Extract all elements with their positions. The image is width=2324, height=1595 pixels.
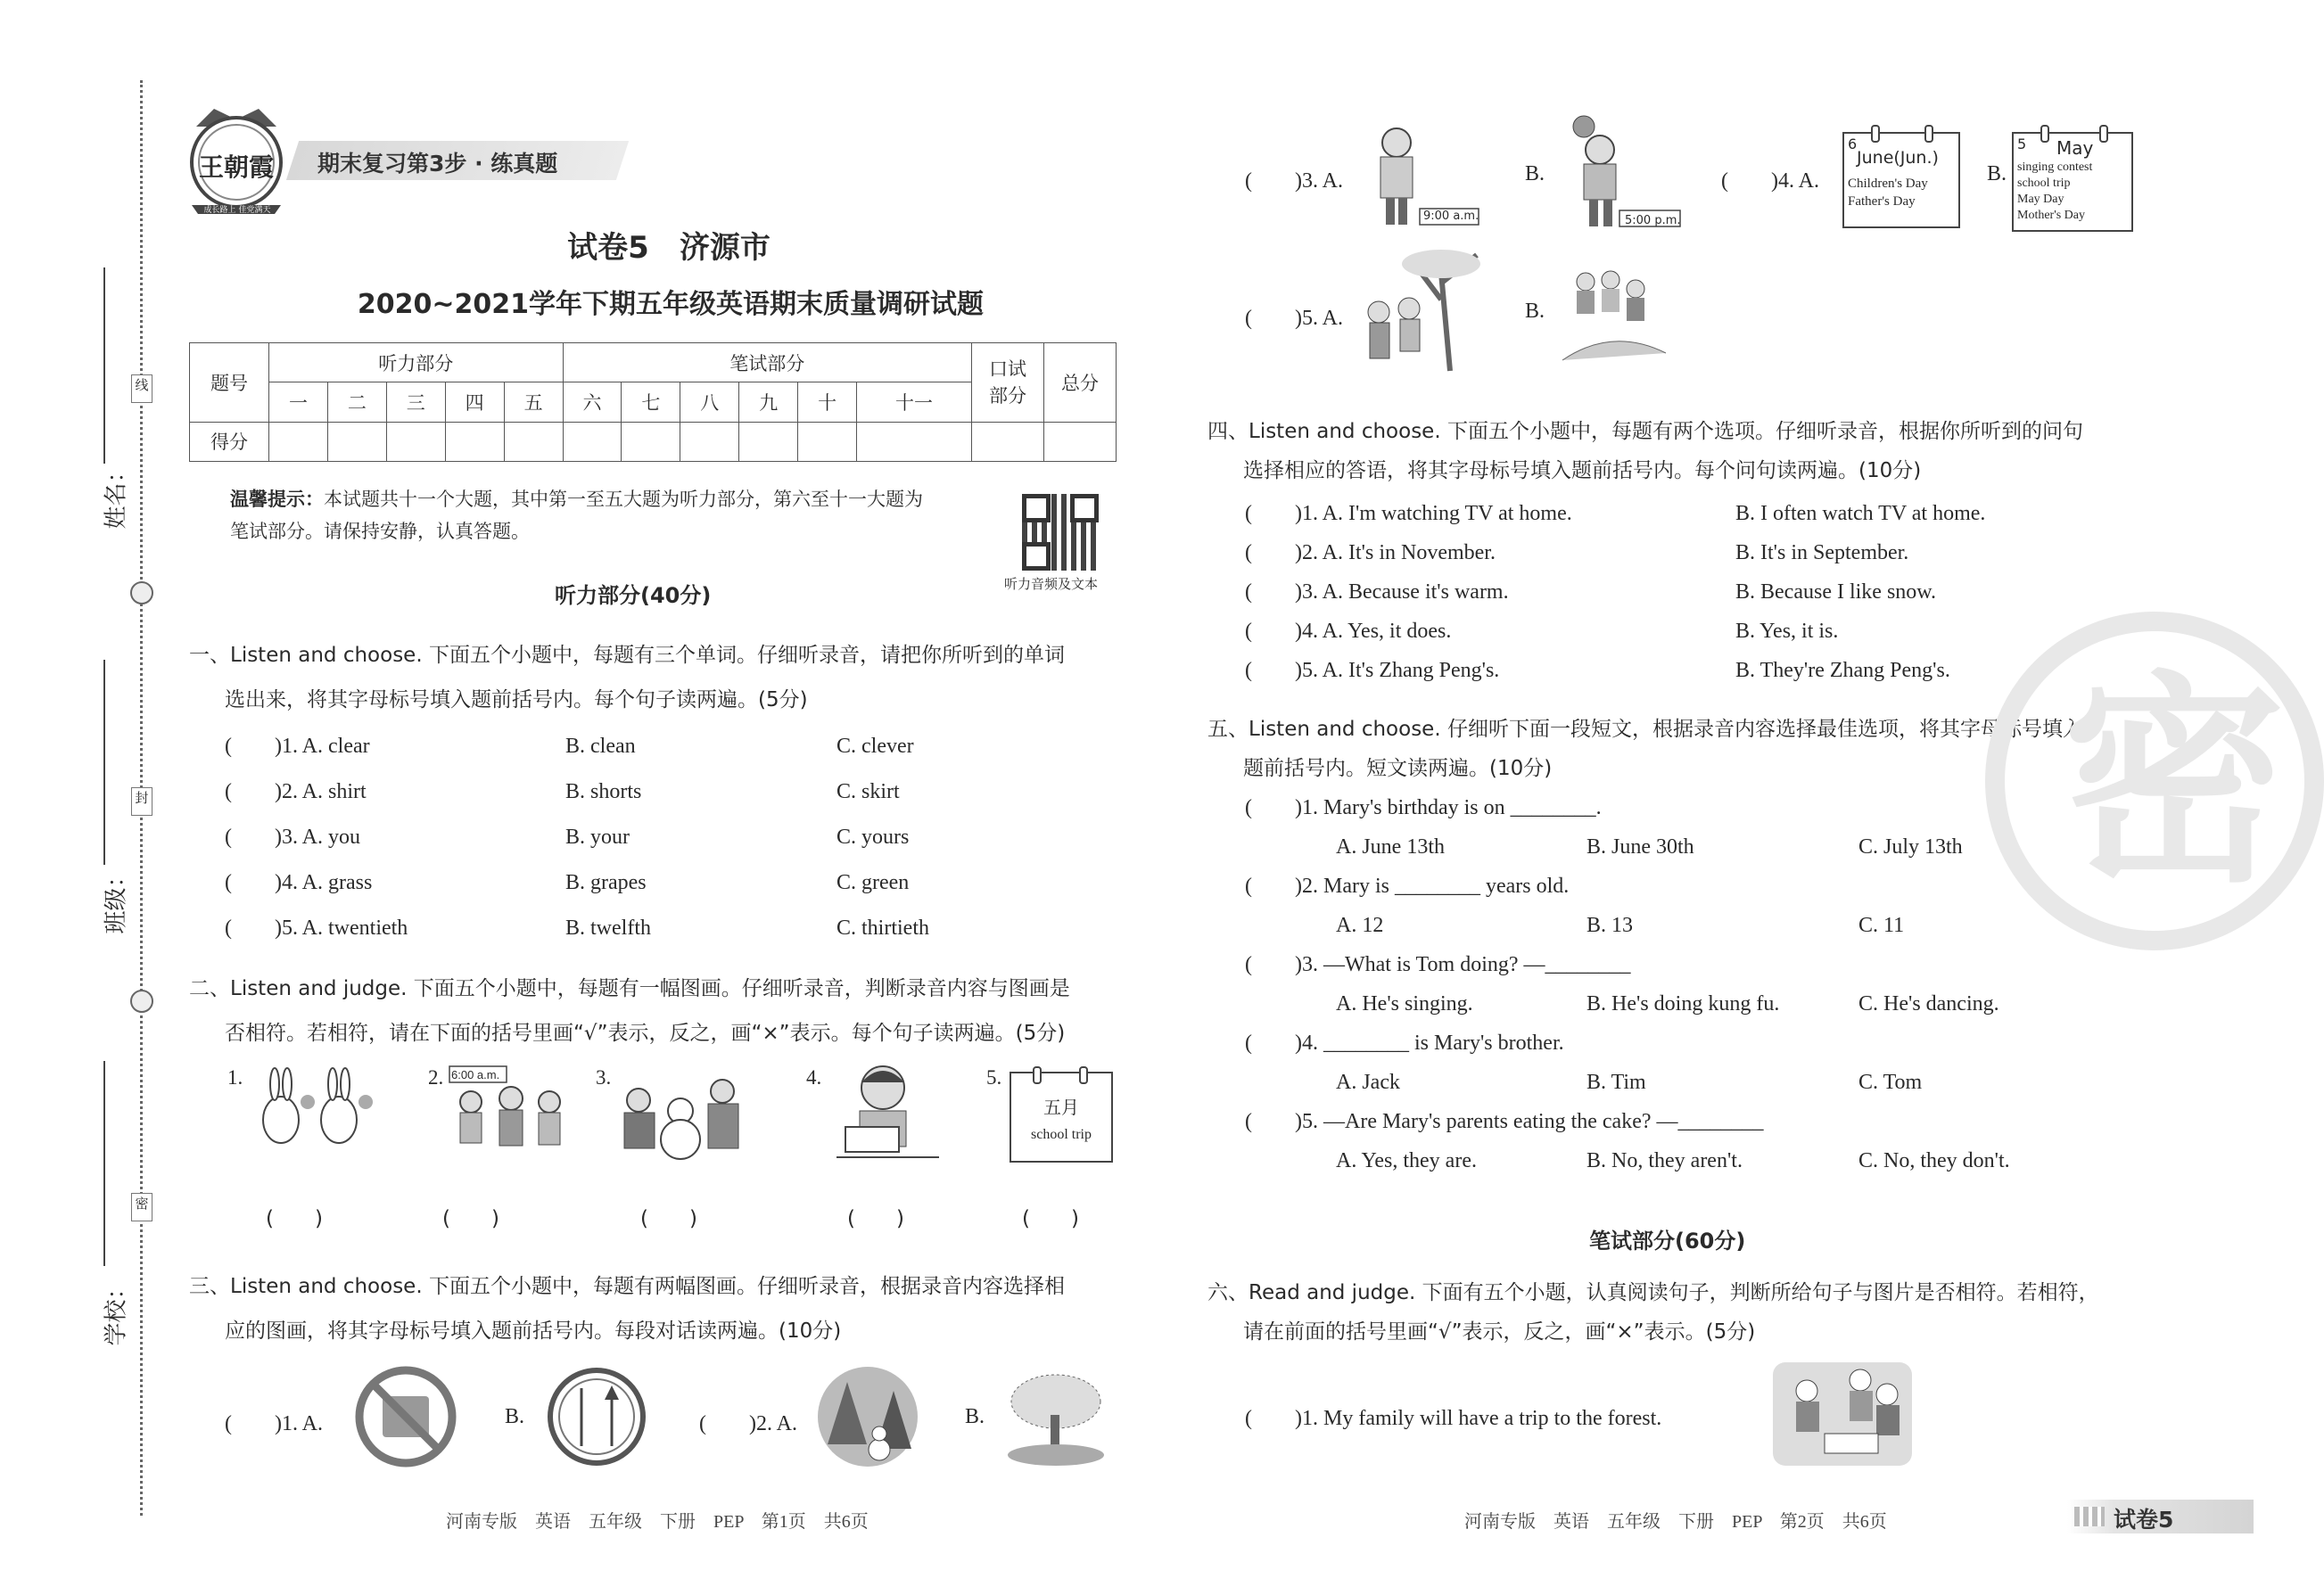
footer-badge-text: 试卷5 [2114, 1507, 2174, 1533]
june-cal-line2: Father's Day [1848, 194, 1916, 209]
s4-option-b: B. Yes, it is. [1735, 620, 1839, 643]
s2-num: 2. [428, 1066, 444, 1089]
score-cell[interactable] [563, 422, 622, 461]
qr-code-icon[interactable] [1022, 494, 1099, 571]
answer-paren[interactable]: ( [1245, 796, 1295, 819]
answer-paren[interactable]: ( [225, 917, 275, 940]
s5-option-a: A. He's singing. [1336, 992, 1473, 1015]
kids-picnic-picture [1559, 264, 1669, 366]
score-cell[interactable] [386, 422, 445, 461]
snowman-picture [614, 1066, 747, 1164]
score-col-header: 十一 [857, 382, 972, 422]
score-col-header: 九 [739, 382, 798, 422]
s5-options [1245, 906, 2137, 945]
s5-option-b: B. He's doing kung fu. [1586, 992, 1780, 1015]
s5-question: )1. Mary's birthday is on ________. [1295, 796, 1602, 819]
s3-q1-label: )1. A. [275, 1412, 323, 1435]
judge-paren-4[interactable]: ( ) [847, 1207, 904, 1230]
score-table-header: 听力部分 [269, 343, 564, 382]
s5-option-c: C. No, they don't. [1858, 1149, 2010, 1172]
s5-options [1245, 984, 2137, 1024]
answer-paren[interactable]: ( [1245, 659, 1295, 682]
score-col-header: 十 [798, 382, 857, 422]
logo-sub1: 成长路上 [203, 206, 236, 215]
qr-caption: 听力音频及文本 [1004, 576, 1099, 592]
s3-q3-b: B. [1525, 162, 1545, 185]
score-table-header: 笔试部分 [563, 343, 971, 382]
family-picnic-picture [1771, 1359, 1914, 1469]
score-cell[interactable] [857, 422, 972, 461]
s4-option-b: B. They're Zhang Peng's. [1735, 659, 1950, 682]
judge-paren-3[interactable]: ( ) [640, 1207, 697, 1230]
s1-item [225, 724, 1117, 769]
s3-q5-b: B. [1525, 300, 1545, 323]
s3-q4-b: B. [1987, 162, 2007, 185]
s1-line2: 选出来，将其字母标号填入题前括号内。每个句子读两遍。(5分) [225, 688, 808, 711]
binding-hole-icon [130, 581, 153, 604]
answer-paren[interactable]: ( [1245, 169, 1295, 193]
s3-q4-label: )4. A. [1771, 169, 1819, 193]
logo-text: 王朝霞 [198, 152, 274, 182]
answer-paren[interactable]: ( [225, 735, 275, 758]
s3-q2 [699, 1405, 797, 1436]
boy-basketball-picture [1557, 114, 1682, 230]
s5-options [1245, 1063, 2137, 1102]
s3-q5 [1245, 300, 1343, 331]
clock-b-text: 5:00 p.m. [1625, 214, 1681, 227]
s1-option-b: B. twelfth [565, 917, 651, 940]
judge-paren-1[interactable]: ( ) [266, 1207, 323, 1230]
answer-paren[interactable]: ( [225, 780, 275, 803]
answer-paren[interactable]: ( [225, 826, 275, 849]
step-banner-text: 期末复习第3步 · 练真题 [317, 151, 558, 177]
s1-option-b: B. shorts [565, 780, 642, 803]
s2-line2: 否相符。若相符，请在下面的括号里画“√”表示，反之，画“×”表示。每个句子读两遍。(5分) [225, 1022, 1066, 1045]
s4-option-b: B. It's in September. [1735, 541, 1909, 564]
s5-option-a: A. 12 [1336, 914, 1384, 937]
s4-option-a: )2. A. It's in November. [1295, 541, 1496, 564]
score-cell[interactable] [445, 422, 504, 461]
score-col-header: 七 [622, 382, 680, 422]
score-cell[interactable] [1044, 422, 1117, 461]
s4-option-a: )4. A. Yes, it does. [1295, 620, 1452, 643]
s1-items [225, 724, 1117, 951]
score-col-header: 一 [269, 382, 328, 422]
score-table-header: 口试 部分 [972, 343, 1044, 423]
score-cell[interactable] [739, 422, 798, 461]
tip-line1: 本试题共十一个大题，其中第一至五大题为听力部分，第六至十一大题为 [324, 489, 923, 510]
s4-item [1245, 494, 2137, 533]
s6-line2: 请在前面的括号里画“√”表示，反之，画“×”表示。(5分) [1243, 1320, 1756, 1344]
one-way-sign-icon [546, 1366, 648, 1468]
school-field[interactable] [86, 1061, 130, 1355]
answer-paren[interactable]: ( [1245, 307, 1295, 330]
s4-item [1245, 651, 2137, 690]
s4-option-a: )5. A. It's Zhang Peng's. [1295, 659, 1500, 682]
s5-line1: 五、Listen and choose. 仔细听下面一段短文，根据录音内容选择最佳选项，将其字母标号填入 [1207, 718, 2083, 741]
clock-a-text: 9:00 a.m. [1423, 210, 1479, 223]
s5-options [1245, 1141, 2137, 1180]
s5-question: )2. Mary is ________ years old. [1295, 875, 1570, 898]
s1-instruction [189, 633, 1134, 722]
seal-mark-mi: 密 [131, 1193, 152, 1221]
s3-q2-b: B. [965, 1405, 985, 1428]
s1-option-c: C. skirt [836, 780, 900, 803]
s2-line1: 二、Listen and judge. 下面五个小题中，每题有一幅图画。仔细听录音，判断录音内容与图画是 [189, 977, 1070, 1000]
s1-option-b: B. grapes [565, 871, 647, 894]
s6-q1 [1245, 1400, 1661, 1431]
may-cal-line1: singing contest [2017, 160, 2093, 174]
judge-paren-2[interactable]: ( ) [442, 1207, 499, 1230]
judge-paren-5[interactable]: ( ) [1022, 1207, 1079, 1230]
kids-tree-picture [1361, 246, 1486, 378]
s5-option-c: C. He's dancing. [1858, 992, 1999, 1015]
class-field[interactable] [86, 660, 130, 934]
s3-line1: 三、Listen and choose. 下面五个小题中，每题有两幅图画。仔细听录音，根据录音内容选择相 [189, 1275, 1065, 1298]
s5-option-b: B. 13 [1586, 914, 1634, 937]
name-underline [103, 267, 105, 464]
s6-line1: 六、Read and judge. 下面有五个小题，认真阅读句子，判断所给句子与图片是否相符。若相符， [1207, 1281, 2099, 1304]
s3-q4 [1721, 162, 1819, 193]
s4-option-b: B. Because I like snow. [1735, 580, 1937, 604]
s1-option-a: )4. A. grass [275, 871, 373, 894]
s1-item [225, 815, 1117, 860]
s1-option-b: B. your [565, 826, 630, 849]
may-calendar-picture [2012, 132, 2133, 232]
name-field[interactable] [86, 267, 130, 535]
june-calendar-picture [1842, 132, 1960, 228]
score-cell[interactable] [622, 422, 680, 461]
score-cell[interactable] [269, 422, 328, 461]
s3-q5-label: )5. A. [1295, 307, 1343, 330]
s3-line2: 应的图画，将其字母标号填入题前括号内。每段对话读两遍。(10分) [225, 1320, 842, 1343]
s5-option-b: B. Tim [1586, 1071, 1646, 1094]
winter-scene-picture [812, 1364, 924, 1469]
s6-instruction [1207, 1273, 2153, 1352]
s4-item [1245, 533, 2137, 572]
s2-num: 5. [986, 1066, 1002, 1089]
seal-mark-xian: 线 [131, 374, 152, 403]
calendar-text: school trip [1031, 1127, 1092, 1142]
watermark-text: 密 [2063, 653, 2286, 912]
answer-paren[interactable]: ( [1245, 1407, 1295, 1430]
name-label: 姓名： [103, 459, 130, 530]
footer-right: 河南专版 英语 五年级 下册 PEP 第2页 共6页 [1464, 1512, 1887, 1532]
s3-instruction [189, 1264, 1134, 1353]
s3-q3-label: )3. A. [1295, 169, 1343, 193]
answer-paren[interactable]: ( [1245, 875, 1295, 898]
footer-badge [2067, 1500, 2254, 1533]
s1-option-b: B. clean [565, 735, 636, 758]
may-cal-line4: Mother's Day [2017, 209, 2086, 222]
school-label: 学校： [103, 1276, 130, 1346]
s3-q2-label: )2. A. [749, 1412, 797, 1435]
s1-item [225, 906, 1117, 951]
tip-line2: 笔试部分。请保持安静，认真答题。 [230, 521, 530, 542]
s5-item [1245, 867, 2137, 906]
binding-hole-icon [130, 990, 153, 1013]
score-col-header: 五 [504, 382, 563, 422]
june-cal-month: June(Jun.) [1857, 148, 1939, 168]
s4-item [1245, 572, 2137, 612]
s2-clock-text: 6:00 a.m. [451, 1068, 500, 1081]
rabbits-picture [241, 1066, 375, 1155]
s5-question: )4. ________ is Mary's brother. [1295, 1032, 1564, 1055]
s5-item [1245, 945, 2137, 984]
s5-option-b: B. June 30th [1586, 835, 1694, 859]
score-table-header: 题号 [190, 343, 269, 423]
class-label: 班级： [103, 864, 130, 934]
calendar-picture [1010, 1072, 1113, 1163]
score-cell[interactable] [504, 422, 563, 461]
s1-option-a: )3. A. you [275, 826, 360, 849]
watermark-seal [1985, 612, 2324, 950]
s1-item [225, 769, 1117, 815]
boy-reading-picture [828, 1061, 944, 1163]
written-section-header: 笔试部分(60分) [1589, 1229, 1746, 1254]
s5-option-a: A. Yes, they are. [1336, 1149, 1477, 1172]
score-col-header: 四 [445, 382, 504, 422]
score-col-header: 二 [327, 382, 386, 422]
listening-section-header: 听力部分(40分) [555, 583, 712, 608]
school-underline [103, 1061, 105, 1266]
footer-badge-pattern [2074, 1507, 2105, 1526]
s5-option-c: C. July 13th [1858, 835, 1963, 859]
s6-q1-text: )1. My family will have a trip to the forest. [1295, 1407, 1662, 1430]
score-cell[interactable] [972, 422, 1044, 461]
s5-item [1245, 1102, 2137, 1141]
score-cell[interactable] [327, 422, 386, 461]
s2-instruction [189, 966, 1134, 1056]
answer-paren[interactable]: ( [1245, 502, 1295, 525]
score-col-header: 六 [563, 382, 622, 422]
s1-option-a: )5. A. twentieth [275, 917, 408, 940]
s2-num: 4. [806, 1066, 822, 1089]
tip-block [230, 483, 997, 547]
s5-line2: 题前括号内。短文读两遍。(10分) [1243, 757, 1553, 780]
s5-question: )5. —Are Mary's parents eating the cake? —________ [1295, 1110, 1764, 1133]
no-phone-sign-icon [353, 1364, 458, 1469]
score-table-header: 总分 [1044, 343, 1117, 423]
score-cell[interactable] [798, 422, 857, 461]
score-col-header: 八 [680, 382, 739, 422]
s1-option-c: C. yours [836, 826, 910, 849]
tip-label: 温馨提示： [230, 488, 324, 510]
answer-paren[interactable]: ( [1245, 620, 1295, 643]
s4-items [1245, 494, 2137, 690]
seal-mark-feng: 封 [131, 787, 152, 816]
answer-paren[interactable]: ( [1245, 580, 1295, 604]
score-col-header: 三 [386, 382, 445, 422]
answer-paren[interactable]: ( [1721, 169, 1771, 193]
s2-num: 3. [596, 1066, 612, 1089]
s5-option-a: A. Jack [1336, 1071, 1400, 1094]
s3-q1-b: B. [505, 1405, 525, 1428]
s1-option-a: )1. A. clear [275, 735, 370, 758]
s1-option-c: C. green [836, 871, 910, 894]
s4-instruction [1207, 412, 2153, 490]
answer-paren[interactable]: ( [1245, 1110, 1295, 1133]
score-table [189, 342, 1117, 462]
answer-paren[interactable]: ( [225, 1412, 275, 1435]
s1-option-c: C. clever [836, 735, 914, 758]
june-cal-line1: Children's Day [1848, 177, 1928, 191]
s5-option-c: C. Tom [1858, 1071, 1923, 1094]
s5-option-a: A. June 13th [1336, 835, 1445, 859]
s5-option-c: C. 11 [1858, 914, 1905, 937]
may-cal-num: 5 [2017, 136, 2027, 152]
paper-subtitle: 2020~2021学年下期五年级英语期末质量调研试题 [357, 289, 985, 320]
s4-option-a: )3. A. Because it's warm. [1295, 580, 1509, 604]
s3-q1 [225, 1405, 323, 1436]
logo-subtext [194, 203, 280, 215]
score-cell[interactable] [680, 422, 739, 461]
calendar-month: 五月 [1043, 1097, 1079, 1118]
s5-option-b: B. No, they aren't. [1586, 1149, 1743, 1172]
answer-paren[interactable]: ( [225, 871, 275, 894]
score-row-label: 得分 [190, 422, 269, 461]
autumn-tree-picture [1001, 1366, 1111, 1468]
s1-option-a: )2. A. shirt [275, 780, 367, 803]
s3-q3 [1245, 162, 1343, 193]
s5-question: )3. —What is Tom doing? —________ [1295, 953, 1631, 976]
brand-logo [178, 100, 294, 216]
may-cal-month: May [2056, 137, 2094, 159]
s1-option-c: C. thirtieth [836, 917, 929, 940]
answer-paren[interactable]: ( [1245, 1032, 1295, 1055]
footer-left: 河南专版 英语 五年级 下册 PEP 第1页 共6页 [446, 1512, 869, 1532]
answer-paren[interactable]: ( [699, 1412, 749, 1435]
s4-option-a: )1. A. I'm watching TV at home. [1295, 502, 1572, 525]
may-cal-line3: May Day [2017, 193, 2064, 206]
paper-title: 试卷5 济源市 [567, 230, 771, 266]
s5-item [1245, 1024, 2137, 1063]
s2-num: 1. [227, 1066, 243, 1089]
may-cal-line2: school trip [2017, 177, 2071, 190]
s1-line1: 一、Listen and choose. 下面五个小题中，每题有三个单词。仔细听录音，请把你所听到的单词 [189, 644, 1065, 667]
logo-sub2: 佳党满天 [238, 206, 271, 215]
answer-paren[interactable]: ( [1245, 953, 1295, 976]
s4-option-b: B. I often watch TV at home. [1735, 502, 1986, 525]
s4-line1: 四、Listen and choose. 下面五个小题中，每题有两个选项。仔细听录音，根据你所听到的问句 [1207, 420, 2083, 443]
class-underline [103, 660, 105, 865]
answer-paren[interactable]: ( [1245, 541, 1295, 564]
s1-item [225, 860, 1117, 906]
june-cal-num: 6 [1848, 136, 1858, 152]
s4-item [1245, 612, 2137, 651]
s4-line2: 选择相应的答语，将其字母标号填入题前括号内。每个问句读两遍。(10分) [1243, 459, 1922, 482]
